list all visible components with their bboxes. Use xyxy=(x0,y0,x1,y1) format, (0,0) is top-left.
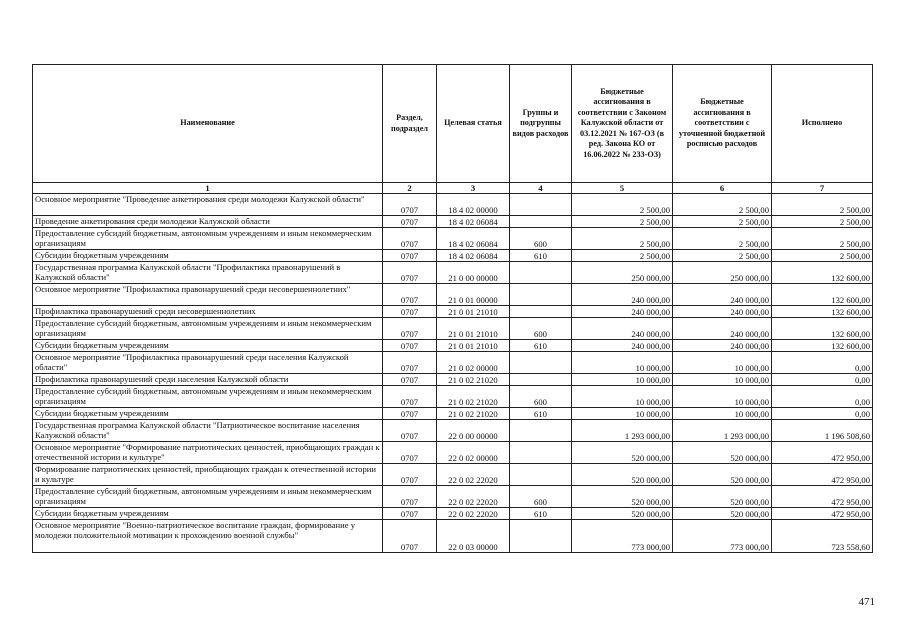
row-executed: 0,00 xyxy=(772,352,873,374)
row-name: Предоставление субсидий бюджетным, автономным учреждениям и иным некоммерческим организациям xyxy=(33,318,383,340)
table-row xyxy=(33,284,873,306)
row-target-item: 22 0 02 22020 xyxy=(437,464,510,486)
row-name: Субсидии бюджетным учреждениям xyxy=(33,508,383,520)
row-name: Предоставление субсидий бюджетным, автономным учреждениям и иным некоммерческим организациям xyxy=(33,386,383,408)
row-name: Профилактика правонарушений среди населения Калужской области xyxy=(33,374,383,386)
row-target-item: 18 4 02 00000 xyxy=(437,194,510,216)
row-section: 0707 xyxy=(383,386,437,408)
table-row xyxy=(33,486,873,508)
row-expense-group: 610 xyxy=(510,340,572,352)
row-budget-law: 2 500,00 xyxy=(572,228,673,250)
row-budget-refined: 520 000,00 xyxy=(673,508,772,520)
row-section: 0707 xyxy=(383,284,437,306)
column-number: 5 xyxy=(572,183,673,194)
table-row xyxy=(33,420,873,442)
row-name: Государственная программа Калужской области "Патриотическое воспитание населения Калужской области" xyxy=(33,420,383,442)
row-budget-law: 2 500,00 xyxy=(572,216,673,228)
row-name: Формирование патриотических ценностей, приобщающих граждан к отечественной истории и культуре xyxy=(33,464,383,486)
row-budget-refined: 240 000,00 xyxy=(673,284,772,306)
row-target-item: 21 0 01 21010 xyxy=(437,306,510,318)
column-number: 7 xyxy=(772,183,873,194)
row-section: 0707 xyxy=(383,216,437,228)
row-name: Профилактика правонарушений среди несовершеннолетних xyxy=(33,306,383,318)
budget-document xyxy=(32,64,872,553)
row-section: 0707 xyxy=(383,442,437,464)
row-budget-law: 240 000,00 xyxy=(572,306,673,318)
row-target-item: 21 0 01 00000 xyxy=(437,284,510,306)
row-executed: 132 600,00 xyxy=(772,340,873,352)
row-executed: 472 950,00 xyxy=(772,442,873,464)
table-row xyxy=(33,228,873,250)
row-name: Субсидии бюджетным учреждениям xyxy=(33,408,383,420)
row-budget-refined: 773 000,00 xyxy=(673,520,772,553)
row-budget-refined: 2 500,00 xyxy=(673,250,772,262)
row-target-item: 22 0 02 22020 xyxy=(437,486,510,508)
row-budget-refined: 240 000,00 xyxy=(673,340,772,352)
row-name: Государственная программа Калужской области "Профилактика правонарушений в Калужской области" xyxy=(33,262,383,284)
row-executed: 472 950,00 xyxy=(772,464,873,486)
table-row xyxy=(33,464,873,486)
row-name: Основное мероприятие "Военно-патриотическое воспитание граждан, формирование у молодежи положительной мотивации к прохождению военной службы" xyxy=(33,520,383,553)
row-target-item: 18 4 02 06084 xyxy=(437,216,510,228)
table-header-row xyxy=(33,65,873,183)
row-executed: 0,00 xyxy=(772,374,873,386)
row-section: 0707 xyxy=(383,306,437,318)
row-budget-law: 10 000,00 xyxy=(572,408,673,420)
column-number: 2 xyxy=(383,183,437,194)
row-budget-refined: 2 500,00 xyxy=(673,228,772,250)
row-expense-group xyxy=(510,420,572,442)
row-budget-refined: 250 000,00 xyxy=(673,262,772,284)
row-expense-group xyxy=(510,306,572,318)
table-row xyxy=(33,250,873,262)
page-number: 471 xyxy=(858,596,875,608)
row-target-item: 21 0 02 21020 xyxy=(437,374,510,386)
row-expense-group: 610 xyxy=(510,508,572,520)
row-expense-group: 610 xyxy=(510,408,572,420)
table-row xyxy=(33,408,873,420)
row-name: Основное мероприятие "Профилактика правонарушений среди несовершеннолетних" xyxy=(33,284,383,306)
header-budget-law: Бюджетные ассигнования в соответствии с Законом Калужской области от 03.12.2021 № 167-ОЗ (в ред. Закона КО от 16.06.2022 № 233-ОЗ) xyxy=(572,65,673,183)
header-target-item: Целевая статья xyxy=(437,65,510,183)
row-target-item: 22 0 02 00000 xyxy=(437,442,510,464)
row-target-item: 21 0 02 00000 xyxy=(437,352,510,374)
row-budget-law: 520 000,00 xyxy=(572,486,673,508)
row-name: Основное мероприятие "Формирование патриотических ценностей, приобщающих граждан к отечественной истории и культуре" xyxy=(33,442,383,464)
row-expense-group xyxy=(510,194,572,216)
row-target-item: 21 0 01 21010 xyxy=(437,318,510,340)
row-budget-refined: 10 000,00 xyxy=(673,386,772,408)
row-expense-group: 600 xyxy=(510,486,572,508)
row-section: 0707 xyxy=(383,486,437,508)
header-section: Раздел, подраздел xyxy=(383,65,437,183)
row-executed: 723 558,60 xyxy=(772,520,873,553)
row-target-item: 21 0 00 00000 xyxy=(437,262,510,284)
row-target-item: 21 0 01 21010 xyxy=(437,340,510,352)
row-name: Предоставление субсидий бюджетным, автономным учреждениям и иным некоммерческим организациям xyxy=(33,228,383,250)
table-body xyxy=(33,194,873,553)
column-number-row xyxy=(33,183,873,194)
row-section: 0707 xyxy=(383,194,437,216)
row-section: 0707 xyxy=(383,520,437,553)
row-name: Основное мероприятие "Профилактика правонарушений среди населения Калужской области" xyxy=(33,352,383,374)
row-budget-refined: 520 000,00 xyxy=(673,442,772,464)
row-name: Субсидии бюджетным учреждениям xyxy=(33,340,383,352)
row-budget-law: 1 293 000,00 xyxy=(572,420,673,442)
row-budget-refined: 10 000,00 xyxy=(673,352,772,374)
row-section: 0707 xyxy=(383,318,437,340)
table-row xyxy=(33,306,873,318)
row-executed: 132 600,00 xyxy=(772,306,873,318)
row-expense-group: 600 xyxy=(510,318,572,340)
row-section: 0707 xyxy=(383,340,437,352)
row-expense-group xyxy=(510,352,572,374)
row-budget-law: 520 000,00 xyxy=(572,508,673,520)
row-budget-law: 520 000,00 xyxy=(572,442,673,464)
table-row xyxy=(33,352,873,374)
row-expense-group: 600 xyxy=(510,386,572,408)
row-name: Предоставление субсидий бюджетным, автономным учреждениям и иным некоммерческим организациям xyxy=(33,486,383,508)
table-row xyxy=(33,262,873,284)
row-executed: 2 500,00 xyxy=(772,228,873,250)
row-target-item: 21 0 02 21020 xyxy=(437,408,510,420)
row-target-item: 22 0 00 00000 xyxy=(437,420,510,442)
row-budget-refined: 240 000,00 xyxy=(673,318,772,340)
row-expense-group xyxy=(510,216,572,228)
row-executed: 132 600,00 xyxy=(772,262,873,284)
row-budget-refined: 10 000,00 xyxy=(673,374,772,386)
table-row xyxy=(33,520,873,553)
row-executed: 472 950,00 xyxy=(772,486,873,508)
row-executed: 1 196 508,60 xyxy=(772,420,873,442)
table-row xyxy=(33,318,873,340)
row-executed: 2 500,00 xyxy=(772,194,873,216)
row-section: 0707 xyxy=(383,420,437,442)
row-budget-law: 250 000,00 xyxy=(572,262,673,284)
row-executed: 0,00 xyxy=(772,386,873,408)
row-budget-law: 10 000,00 xyxy=(572,352,673,374)
row-budget-refined: 1 293 000,00 xyxy=(673,420,772,442)
row-target-item: 22 0 03 00000 xyxy=(437,520,510,553)
row-budget-refined: 240 000,00 xyxy=(673,306,772,318)
row-budget-refined: 520 000,00 xyxy=(673,486,772,508)
table-row xyxy=(33,386,873,408)
budget-table xyxy=(32,64,873,553)
row-budget-refined: 2 500,00 xyxy=(673,216,772,228)
header-name: Наименование xyxy=(33,65,383,183)
table-row xyxy=(33,374,873,386)
row-section: 0707 xyxy=(383,464,437,486)
row-section: 0707 xyxy=(383,408,437,420)
row-budget-law: 2 500,00 xyxy=(572,194,673,216)
row-expense-group xyxy=(510,284,572,306)
column-number: 6 xyxy=(673,183,772,194)
table-row xyxy=(33,508,873,520)
row-executed: 2 500,00 xyxy=(772,250,873,262)
row-expense-group: 600 xyxy=(510,228,572,250)
row-target-item: 22 0 02 22020 xyxy=(437,508,510,520)
table-row xyxy=(33,216,873,228)
column-number: 4 xyxy=(510,183,572,194)
row-section: 0707 xyxy=(383,374,437,386)
row-budget-law: 773 000,00 xyxy=(572,520,673,553)
row-name: Проведение анкетирования среди молодежи Калужской области xyxy=(33,216,383,228)
row-budget-law: 10 000,00 xyxy=(572,374,673,386)
table-row xyxy=(33,340,873,352)
row-section: 0707 xyxy=(383,352,437,374)
row-target-item: 21 0 02 21020 xyxy=(437,386,510,408)
row-expense-group xyxy=(510,464,572,486)
header-expense-group: Группы и подгруппы видов расходов xyxy=(510,65,572,183)
row-name: Основное мероприятие "Проведение анкетирования среди молодежи Калужской области" xyxy=(33,194,383,216)
row-executed: 132 600,00 xyxy=(772,318,873,340)
row-expense-group xyxy=(510,520,572,553)
row-budget-law: 240 000,00 xyxy=(572,340,673,352)
row-expense-group xyxy=(510,374,572,386)
row-budget-refined: 10 000,00 xyxy=(673,408,772,420)
row-executed: 0,00 xyxy=(772,408,873,420)
row-section: 0707 xyxy=(383,228,437,250)
row-budget-law: 240 000,00 xyxy=(572,284,673,306)
row-expense-group: 610 xyxy=(510,250,572,262)
row-budget-law: 240 000,00 xyxy=(572,318,673,340)
row-executed: 2 500,00 xyxy=(772,216,873,228)
row-executed: 472 950,00 xyxy=(772,508,873,520)
column-number: 1 xyxy=(33,183,383,194)
row-section: 0707 xyxy=(383,262,437,284)
row-name: Субсидии бюджетным учреждениям xyxy=(33,250,383,262)
header-budget-refined: Бюджетные ассигнования в соответствии с уточненной бюджетной росписью расходов xyxy=(673,65,772,183)
table-row xyxy=(33,194,873,216)
header-executed: Исполнено xyxy=(772,65,873,183)
row-budget-refined: 2 500,00 xyxy=(673,194,772,216)
row-expense-group xyxy=(510,262,572,284)
row-target-item: 18 4 02 06084 xyxy=(437,250,510,262)
row-executed: 132 600,00 xyxy=(772,284,873,306)
table-row xyxy=(33,442,873,464)
row-target-item: 18 4 02 06084 xyxy=(437,228,510,250)
column-number: 3 xyxy=(437,183,510,194)
row-section: 0707 xyxy=(383,250,437,262)
row-budget-law: 10 000,00 xyxy=(572,386,673,408)
row-budget-law: 520 000,00 xyxy=(572,464,673,486)
row-expense-group xyxy=(510,442,572,464)
row-budget-refined: 520 000,00 xyxy=(673,464,772,486)
row-budget-law: 2 500,00 xyxy=(572,250,673,262)
row-section: 0707 xyxy=(383,508,437,520)
